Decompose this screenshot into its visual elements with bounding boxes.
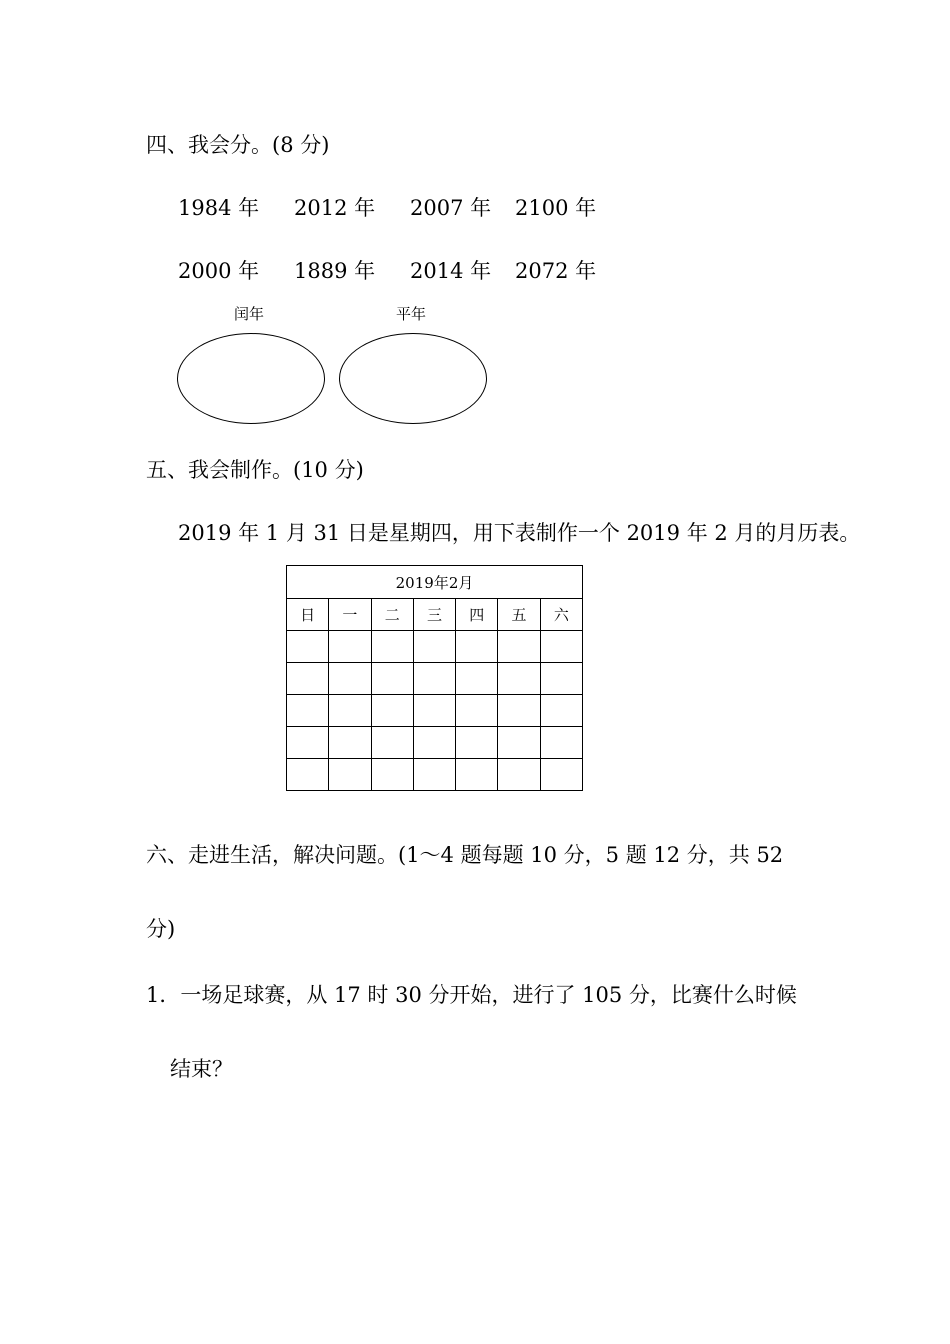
calendar-day-cell[interactable]	[413, 631, 455, 663]
question1-line2: 结束？	[170, 1057, 233, 1081]
calendar-week-row	[287, 663, 583, 695]
calendar-day-cell[interactable]	[540, 663, 582, 695]
year-item: 1984 年	[178, 196, 260, 220]
year-item: 2000 年	[178, 259, 260, 283]
calendar-day-cell[interactable]	[287, 631, 329, 663]
calendar-day-cell[interactable]	[413, 663, 455, 695]
calendar-day-cell[interactable]	[371, 759, 413, 791]
leap-year-label: 闰年	[234, 305, 265, 323]
year-item: 2007 年	[410, 196, 492, 220]
calendar-day-cell[interactable]	[371, 631, 413, 663]
calendar-day-cell[interactable]	[371, 695, 413, 727]
calendar-day-cell[interactable]	[287, 727, 329, 759]
year-item: 2012 年	[294, 196, 376, 220]
calendar-title: 2019年2月	[287, 566, 583, 599]
year-item: 2014 年	[410, 259, 492, 283]
calendar-day-cell[interactable]	[371, 727, 413, 759]
calendar-day-cell[interactable]	[329, 631, 371, 663]
calendar-week-row	[287, 695, 583, 727]
common-year-oval	[339, 333, 487, 424]
section5-heading: 五、我会制作。(10 分)	[146, 458, 364, 482]
calendar-week-row	[287, 759, 583, 791]
common-year-label: 平年	[396, 305, 427, 323]
calendar-day-cell[interactable]	[329, 663, 371, 695]
weekday-header: 三	[413, 599, 455, 631]
weekday-header: 日	[287, 599, 329, 631]
calendar-day-cell[interactable]	[413, 759, 455, 791]
calendar-week-row	[287, 631, 583, 663]
section6-heading-line2: 分)	[146, 917, 176, 941]
calendar-day-cell[interactable]	[456, 663, 498, 695]
calendar-day-cell[interactable]	[498, 759, 540, 791]
year-item: 1889 年	[294, 259, 376, 283]
weekday-header: 五	[498, 599, 540, 631]
calendar-day-cell[interactable]	[498, 663, 540, 695]
section4-heading: 四、我会分。(8 分)	[146, 133, 330, 157]
section5-instruction: 2019 年 1 月 31 日是星期四，用下表制作一个 2019 年 2 月的月历表。	[178, 521, 861, 545]
leap-year-oval	[177, 333, 325, 424]
calendar-table	[286, 565, 583, 791]
calendar-day-cell[interactable]	[413, 727, 455, 759]
calendar-day-cell[interactable]	[540, 759, 582, 791]
question1-line1: 1．一场足球赛，从 17 时 30 分开始，进行了 105 分，比赛什么时候	[146, 983, 797, 1007]
weekday-header: 六	[540, 599, 582, 631]
weekday-header-row	[287, 599, 583, 631]
calendar-day-cell[interactable]	[287, 759, 329, 791]
weekday-header: 二	[371, 599, 413, 631]
section6-heading-line1: 六、走进生活，解决问题。(1～4 题每题 10 分，5 题 12 分，共 52	[146, 843, 784, 867]
calendar-day-cell[interactable]	[329, 727, 371, 759]
calendar-day-cell[interactable]	[287, 663, 329, 695]
calendar-day-cell[interactable]	[540, 727, 582, 759]
calendar-day-cell[interactable]	[413, 695, 455, 727]
calendar-day-cell[interactable]	[456, 695, 498, 727]
calendar-day-cell[interactable]	[371, 663, 413, 695]
weekday-header: 四	[456, 599, 498, 631]
calendar-day-cell[interactable]	[329, 759, 371, 791]
calendar-day-cell[interactable]	[498, 631, 540, 663]
calendar-day-cell[interactable]	[456, 631, 498, 663]
calendar-week-row	[287, 727, 583, 759]
calendar-day-cell[interactable]	[456, 727, 498, 759]
calendar-day-cell[interactable]	[498, 727, 540, 759]
calendar-day-cell[interactable]	[329, 695, 371, 727]
weekday-header: 一	[329, 599, 371, 631]
year-item: 2100 年	[515, 196, 597, 220]
calendar-day-cell[interactable]	[540, 695, 582, 727]
calendar-day-cell[interactable]	[456, 759, 498, 791]
calendar-day-cell[interactable]	[540, 631, 582, 663]
year-item: 2072 年	[515, 259, 597, 283]
calendar-day-cell[interactable]	[287, 695, 329, 727]
calendar-day-cell[interactable]	[498, 695, 540, 727]
